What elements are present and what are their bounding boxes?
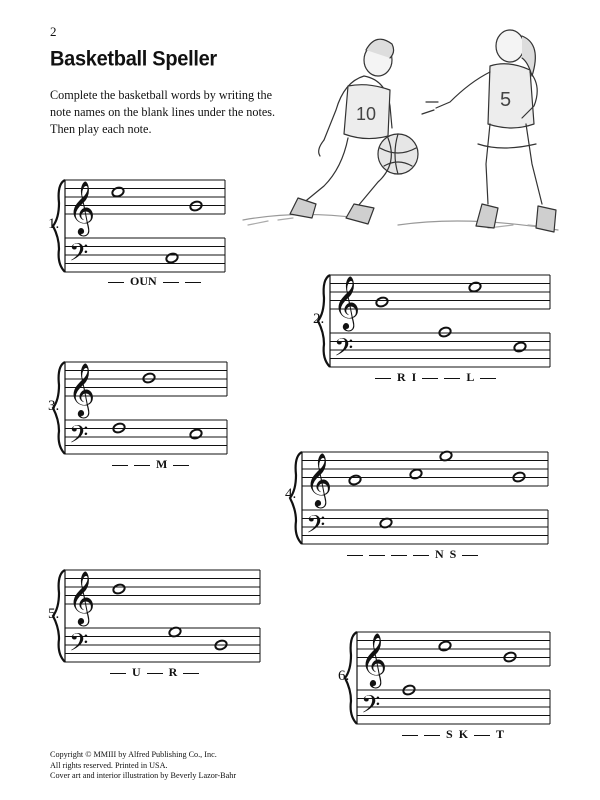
blank-line[interactable] — [422, 377, 438, 379]
page-title: Basketball Speller — [50, 47, 217, 71]
footer-line: Cover art and interior illustration by Beverly Lazor-Bahr — [50, 771, 237, 780]
page-number: 2 — [50, 24, 57, 39]
bass-clef-icon: 𝄢 — [306, 510, 326, 546]
footer-line: All rights reserved. Printed in USA. — [50, 760, 168, 770]
blank-line[interactable] — [147, 672, 163, 674]
blank-line[interactable] — [444, 377, 460, 379]
whole-note — [513, 341, 527, 353]
whole-note — [189, 200, 203, 212]
blank-line[interactable] — [391, 554, 407, 556]
blank-line[interactable] — [183, 672, 199, 674]
instructions-line: Then play each note. — [50, 122, 152, 136]
svg-text:10: 10 — [356, 104, 377, 124]
copyright-footer — [50, 750, 236, 782]
answer-letter: U — [132, 665, 141, 679]
blank-line[interactable] — [480, 377, 496, 379]
instructions-line: note names on the blank lines under the notes. — [50, 105, 276, 119]
answer-blank[interactable] — [462, 547, 478, 562]
whole-note — [438, 640, 452, 652]
answer-letter: K — [458, 727, 469, 741]
treble-clef-icon: 𝄞 — [360, 632, 388, 686]
whole-note — [165, 252, 179, 264]
exercise-label: 6. — [338, 668, 350, 684]
treble-clef-icon: 𝄞 — [333, 275, 361, 329]
answer-blank[interactable] — [134, 457, 150, 472]
treble-clef-icon: 𝄞 — [68, 570, 96, 624]
blank-line[interactable] — [462, 554, 478, 556]
treble-clef-icon: 𝄞 — [68, 180, 96, 234]
exercise-label: 5. — [48, 606, 60, 622]
whole-note — [512, 471, 526, 483]
blank-line[interactable] — [369, 554, 385, 556]
answer-blank[interactable] — [369, 547, 385, 562]
blank-line[interactable] — [413, 554, 429, 556]
answer-letter: R — [397, 370, 406, 384]
answer-line[interactable] — [110, 665, 205, 680]
answer-blank[interactable] — [108, 274, 124, 289]
bass-clef-icon: 𝄢 — [361, 690, 381, 726]
instructions-line: Complete the basketball words by writing the — [50, 88, 273, 102]
blank-line[interactable] — [134, 464, 150, 466]
whole-note — [375, 296, 389, 308]
answer-letter: R — [168, 665, 178, 679]
answer-blank[interactable] — [402, 727, 418, 742]
treble-clef-icon: 𝄞 — [68, 362, 96, 416]
answer-blank[interactable] — [110, 665, 126, 680]
answer-letter: M — [156, 457, 168, 471]
answer-line[interactable] — [347, 547, 484, 562]
whole-note — [189, 428, 203, 440]
answer-letter: I — [411, 370, 417, 384]
answer-blank[interactable] — [413, 547, 429, 562]
bass-clef-icon: 𝄢 — [334, 333, 354, 369]
svg-text:5: 5 — [500, 89, 512, 111]
answer-letter: N — [435, 547, 444, 561]
bass-clef-icon: 𝄢 — [69, 420, 89, 456]
whole-note — [112, 583, 126, 595]
answer-blank[interactable] — [422, 370, 438, 385]
answer-blank[interactable] — [185, 274, 201, 289]
blank-line[interactable] — [108, 281, 124, 283]
exercise-label: 3. — [48, 398, 60, 414]
whole-note — [503, 651, 517, 663]
answer-letter: S — [446, 727, 453, 741]
answer-blank[interactable] — [375, 370, 391, 385]
answer-blank[interactable] — [163, 274, 179, 289]
answer-blank[interactable] — [173, 457, 189, 472]
blank-line[interactable] — [110, 672, 126, 674]
answer-blank[interactable] — [347, 547, 363, 562]
answer-blank[interactable] — [444, 370, 460, 385]
blank-line[interactable] — [163, 281, 179, 283]
answer-blank[interactable] — [112, 457, 128, 472]
blank-line[interactable] — [375, 377, 391, 379]
bass-clef-icon: 𝄢 — [69, 238, 89, 274]
answer-line[interactable] — [402, 727, 510, 742]
bass-clef-icon: 𝄢 — [69, 628, 89, 664]
exercise-label: 2. — [313, 311, 325, 327]
exercise-label: 1. — [48, 216, 60, 232]
blank-line[interactable] — [402, 734, 418, 736]
blank-line[interactable] — [347, 554, 363, 556]
whole-note — [111, 186, 125, 198]
answer-letter: T — [496, 727, 505, 741]
whole-note — [468, 281, 482, 293]
whole-note — [112, 422, 126, 434]
answer-line[interactable] — [375, 370, 502, 385]
answer-line[interactable] — [108, 274, 207, 289]
answer-blank[interactable] — [391, 547, 407, 562]
blank-line[interactable] — [173, 464, 189, 466]
answer-blank[interactable] — [474, 727, 490, 742]
answer-blank[interactable] — [147, 665, 163, 680]
answer-letter: S — [449, 547, 457, 561]
blank-line[interactable] — [112, 464, 128, 466]
exercise-label: 4. — [285, 486, 297, 502]
answer-letter: OUN — [130, 274, 157, 288]
whole-note — [438, 326, 452, 338]
answer-blank[interactable] — [480, 370, 496, 385]
whole-note — [409, 468, 423, 480]
blank-line[interactable] — [185, 281, 201, 283]
whole-note — [348, 474, 362, 486]
answer-blank[interactable] — [424, 727, 440, 742]
whole-note — [142, 372, 156, 384]
treble-clef-icon: 𝄞 — [305, 452, 333, 506]
answer-letter: L — [466, 370, 475, 384]
answer-line[interactable] — [112, 457, 195, 472]
blank-line[interactable] — [424, 734, 440, 736]
blank-line[interactable] — [474, 734, 490, 736]
answer-blank[interactable] — [183, 665, 199, 680]
footer-line: Copyright © MMIII by Alfred Publishing Co., Inc. — [50, 750, 217, 759]
